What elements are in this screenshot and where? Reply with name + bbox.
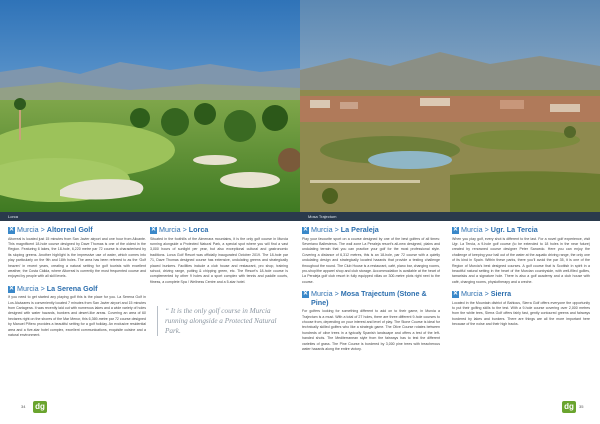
- section-body-la-peraleja: Play your favourite sport on a course designed by one of the best golfers of all times: Severiano Ballesteros. The wall zone La Peraleja resort’s all-new designed, plains and undulating terrain that you can practice your golf for the most professional style. Covering a distance of 6,312 metres, this is an 18-hole, par 72 course with a quietly undulating design and strategically located hazards that provide a testing challenge throughout the round. The Club House is a restaurant, café, piano bar, changing rooms, pro-shop/the apparel shop and club storage. Accommodation is available at the heart of La Peraleja golf club resort in fully equipped villas on 300-metre plots right next to the course.: [302, 236, 440, 284]
- flag-icon: ✕: [452, 290, 459, 297]
- section-header-lorca: [150, 226, 288, 235]
- section-header-mosa-trajectum: [302, 290, 440, 307]
- dg-logo: dg: [562, 401, 576, 413]
- section-body-la-serena: If you need to get started any playing golf this is the place for you. La Serena Golf in Los Alcázares is conveniently located 7 minutes from San Javier airport and 15 minutes from Cartagena. It was recently laid out with numerous lakes and a wide variety of holes designed with water hazards, bunkers and desert-like areas. Covering an area of 60 hectares right on the shores of the Mar Menor, this 6,369-metre par 72 course designed by Manuel Piñero provides a beautiful setting for a golf holiday. An exclusive residential area and a five-star hotel complex, excellent communications, exquisite cuisine and a natural environment.: [8, 295, 147, 338]
- pull-quote-text: It is the only golf course in Murcia running alongside a Protected Natural Park.: [165, 307, 277, 335]
- column-4: [452, 226, 590, 333]
- section-title: Murcia > Altorreal Golf: [17, 225, 93, 234]
- page-number-right: 35: [579, 404, 584, 409]
- section-title: Murcia > Sierra: [461, 289, 512, 299]
- page-number-left: 34: [21, 404, 26, 409]
- flag-icon: ✕: [302, 226, 309, 233]
- section-title: Murcia > La Peraleja: [311, 225, 379, 234]
- section-body-sierra: Located in the Mountain district of Bahious, Sierra Golf offers everyone the opportunity to put their golfing skills to the test. With a 9-hole course covering over 2,000 metres from the white tees, Sierra Golf offers fairly fast, gently contoured greens and fairways bordered by lakes and bunkers. There are things are all the more important here because of the noise and their high tracks.: [452, 300, 590, 327]
- column-3: [302, 226, 440, 357]
- pull-quote: [157, 306, 282, 336]
- photo-caption-left: Lorca: [0, 212, 300, 221]
- quote-mark: “: [165, 307, 171, 315]
- section-header-ugr-la-tercia: [452, 226, 590, 235]
- flag-icon: ✕: [150, 226, 157, 233]
- photo-caption-right: Mosa Trajectum: [300, 212, 600, 221]
- photo-lorca-golf-course: [0, 0, 300, 212]
- flag-icon: ✕: [452, 226, 459, 233]
- flag-icon: ✕: [8, 226, 15, 233]
- section-body-altorreal: Altorreal is located just 15 minutes from San Javier airport and one hour from Alicante. This magnificent 18-hole course designed by Dave Thomas is one of the oldest in the Region. Featuring 6 lakes, the 18-hole, 6,220 metre par 72 course is characterised by its sloping greens. Another highlight is the impressive use of water, which comes into play particularly on the 9th and 18th holes. The area has been referred to as the ‘Golf heaven’ in recent years, creating a natural setting for golf tourists with excellent weather, the Costa Cálida, where Altorreal is currently the most frequented course and enjoyed by people with all skill levels.: [8, 236, 146, 279]
- flag-icon: ✕: [302, 291, 309, 298]
- section-header-la-serena: [8, 285, 146, 294]
- section-body-mosa-trajectum: For golfers looking for something different to add on to their game, in Murcia a Trajectum is a must. With a total of 27 holes, there are three different 9-hole courses to choose from, depending on your interest and level of play. The Stone Course is ideal for technically skilled golfers who like a strategic game. The Olive Course rotates between hundreds of olive trees in a typically Spanish landscape and offers a test of the left-handed shots. The Mediterranean style from the fairways has to test the different varieties of grass. The Pine Course is bordered by 3,000 pine trees with treacherous water hazards along the entire victory.: [302, 309, 440, 351]
- dg-logo: dg: [33, 401, 47, 413]
- section-title: Murcia > Lorca: [159, 225, 209, 234]
- section-header-sierra: [452, 290, 590, 299]
- flag-icon: ✕: [8, 285, 15, 292]
- section-title: Murcia > Ugr. La Tercia: [461, 225, 538, 234]
- section-header-altorreal: [8, 226, 146, 235]
- section-body-ugr-la-tercia: When you play golf, every shot is different to the last. For a novel golf experience, visit Ugr. La Tercia, a 9-hole golf course (to be extended to 18 holes in the near future) created by renowned course designer Peter Sancedo. Here you can enjoy the challenge of keeping your ball out of the water at the aquatic driving range, the only one of its kind in Spain. Within these parks, there you’ll avoid the par 35, it is one of the Region of Murcia’s best designed courses. A golf course that is Scottish in spirit in a beautiful natural setting in the heart of the Murcian countryside, with well-filled gullies, tamarisks and a signature hole. There is also a golf academy and a club house with café, changing rooms, physiotherapy and a creche.: [452, 236, 590, 284]
- section-title: Murcia > La Serena Golf: [17, 283, 98, 293]
- section-body-lorca: Situated in the foothills of the Almenara mountains, it is the only golf course in Murcia running alongside a Protected Natural Park, a special spot where you will find a vast 3,000 hours of sunlight per year, but also exceptional cultural and gastronomic traditions. Lorca Golf Resort was officially inaugurated October 2019. The 18-hole par 71, Dave Thomas designed course has extensive, undulating greens and strategically placed bunkers. Facilities include a club house and restaurant, pro shop, training school, driving range, putting & chipping green, etc. The Resort’s 18-hole course is complemented by other 9 holes and a sport complex with tennis and paddle courts, fitness, a complete Spa / Wellness Centre and a 5-star hotel.: [150, 236, 288, 284]
- section-header-la-peraleja: [302, 226, 440, 235]
- column-1: [8, 226, 146, 344]
- column-2: [150, 226, 288, 290]
- section-title: Murcia > Mosa Trajectum (Stone & Pine): [311, 289, 427, 307]
- photo-mosa-trajectum: [300, 0, 600, 212]
